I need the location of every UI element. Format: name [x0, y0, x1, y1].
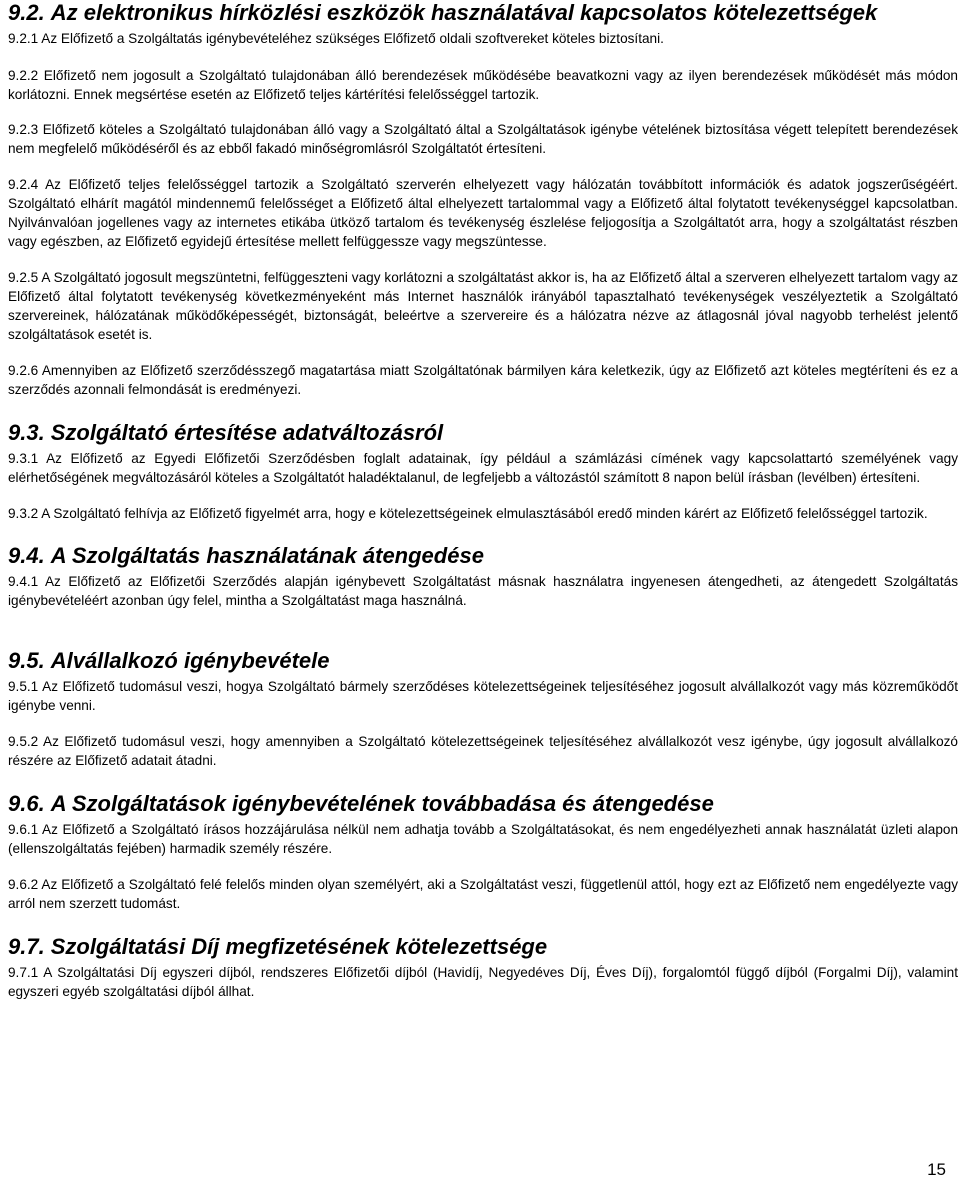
paragraph-9-2-6: 9.2.6 Amennyiben az Előfizető szerződésszegő magatartása miatt Szolgáltatónak bármilyen kára keletkezik, úgy az Előfizető azt köteles megtéríteni és ez a szerződés azonnali felmondását is eredményezi.: [8, 363, 958, 397]
section-heading-9-5: [8, 648, 958, 673]
section-title: A Szolgáltatások igénybevételének továbbadása és átengedése: [50, 791, 714, 816]
section-number: 9.2.: [8, 0, 45, 25]
section-number: 9.3.: [8, 420, 45, 445]
page-number: 15: [927, 1160, 946, 1179]
section-title: A Szolgáltatás használatának átengedése: [50, 543, 484, 568]
paragraph-9-2-2: 9.2.2 Előfizető nem jogosult a Szolgáltató tulajdonában álló berendezések működésébe beavatkozni vagy az ilyen berendezések működését más módon korlátozni. Ennek megsértése esetén az Előfizető teljes kártérítési felelősséggel tartozik.: [8, 68, 958, 102]
section-heading-9-4: [8, 543, 958, 568]
paragraph-9-3-1: 9.3.1 Az Előfizető az Egyedi Előfizetői Szerződésben foglalt adatainak, így például a számlázási címének vagy kapcsolattartó személyének vagy elérhetőségének megváltozásáról köteles a Szolgáltatót haladéktalanul, de legfeljebb a változástól számított 8 napon belül írásban (levélben) értesíteni.: [8, 451, 958, 485]
paragraph-9-5-2: 9.5.2 Az Előfizető tudomásul veszi, hogy amennyiben a Szolgáltató kötelezettségeinek teljesítéséhez alvállalkozót vesz igénybe, úgy jogosult alvállalkozó részére az Előfizető adatait átadni.: [8, 734, 958, 768]
section-number: 9.4.: [8, 543, 45, 568]
paragraph-9-6-2: 9.6.2 Az Előfizető a Szolgáltató felé felelős minden olyan személyért, aki a Szolgáltatást veszi, függetlenül attól, hogy ezt az Előfizető nem engedélyezte vagy arról nem szerzett tudomást.: [8, 877, 958, 911]
section-title: Alvállalkozó igénybevétele: [50, 648, 330, 673]
paragraph-9-5-1: 9.5.1 Az Előfizető tudomásul veszi, hogya Szolgáltató bármely szerződéses kötelezettségeinek teljesítéséhez jogosult alvállalkozót vagy más közreműködőt igénybe venni.: [8, 679, 958, 713]
paragraph-9-4-1: 9.4.1 Az Előfizető az Előfizetői Szerződés alapján igénybevett Szolgáltatást másnak használatra ingyenesen átengedheti, az átengedett Szolgáltatás igénybevételéért azonban úgy felel, mintha a Szolgáltatást maga használná.: [8, 574, 958, 608]
section-title: Szolgáltatási Díj megfizetésének kötelezettsége: [50, 934, 548, 959]
document-page: [8, 0, 958, 1001]
section-title: Szolgáltató értesítése adatváltozásról: [50, 420, 444, 445]
paragraph-9-7-1: 9.7.1 A Szolgáltatási Díj egyszeri díjból, rendszeres Előfizetői díjból (Havidíj, Negyedéves Díj, Éves Díj), forgalomtól függő díjból (Forgalmi Díj), valamint egyszeri egyéb szolgáltatási díjból állhat.: [8, 965, 958, 999]
paragraph-9-6-1: 9.6.1 Az Előfizető a Szolgáltató írásos hozzájárulása nélkül nem adhatja tovább a Szolgáltatásokat, és nem engedélyezheti annak használatát üzleti alapon (ellenszolgáltatás fejében) harmadik személy részére.: [8, 822, 958, 856]
paragraph-9-2-4: 9.2.4 Az Előfizető teljes felelősséggel tartozik a Szolgáltató szerverén elhelyezett vagy hálózatán továbbított információk és adatok jogszerűségéért. Szolgáltató elhárít magától mindennemű felelősséget a Előfizető által elhelyezett tartalommal vagy a Előfizető által folytatott tevékenységgel kapcsolatban. Nyilvánvalóan jogellenes vagy az internetes etikába ütköző tartalom és tevékenység észlelése feljogosítja a Szolgáltatót arra, hogy a szolgáltatást részben vagy egészben, az Előfizető egyidejű értesítése mellett felfüggessze vagy megszüntesse.: [8, 177, 958, 249]
section-heading-9-2: [8, 0, 958, 25]
section-number: 9.6.: [8, 791, 45, 816]
section-heading-9-7: [8, 934, 958, 959]
section-heading-9-3: [8, 420, 958, 445]
paragraph-9-3-2: 9.3.2 A Szolgáltató felhívja az Előfizető figyelmét arra, hogy e kötelezettségeinek elmulasztásából eredő minden kárért az Előfizető felelősséggel tartozik.: [8, 506, 928, 521]
paragraph-9-2-3: 9.2.3 Előfizető köteles a Szolgáltató tulajdonában álló vagy a Szolgáltató által a Szolgáltatások igénybe vételének biztosítása végett telepített berendezések nem megfelelő működéséről és az ebből fakadó minőségromlásról Szolgáltatót értesíteni.: [8, 122, 958, 156]
section-number: 9.5.: [8, 648, 45, 673]
section-number: 9.7.: [8, 934, 45, 959]
paragraph-9-2-5: 9.2.5 A Szolgáltató jogosult megszüntetni, felfüggeszteni vagy korlátozni a szolgáltatást akkor is, ha az Előfizető által a szerveren elhelyezett tartalom vagy az Előfizető által folytatott tevékenység következményeként más Internet használók irányából tapasztalható tevékenységek veszélyeztetik a Szolgáltató szervereinek, hálózatának működőképességét, biztonságát, beleértve a szervereire és a hálózatra nézve az átlagosnál jóval nagyobb terhelést jelentő szolgáltatások esetét is.: [8, 270, 958, 342]
section-heading-9-6: [8, 791, 958, 816]
section-title: Az elektronikus hírközlési eszközök használatával kapcsolatos kötelezettségek: [50, 0, 878, 25]
paragraph-9-2-1: 9.2.1 Az Előfizető a Szolgáltatás igénybevételéhez szükséges Előfizető oldali szoftvereket köteles biztosítani.: [8, 31, 664, 46]
